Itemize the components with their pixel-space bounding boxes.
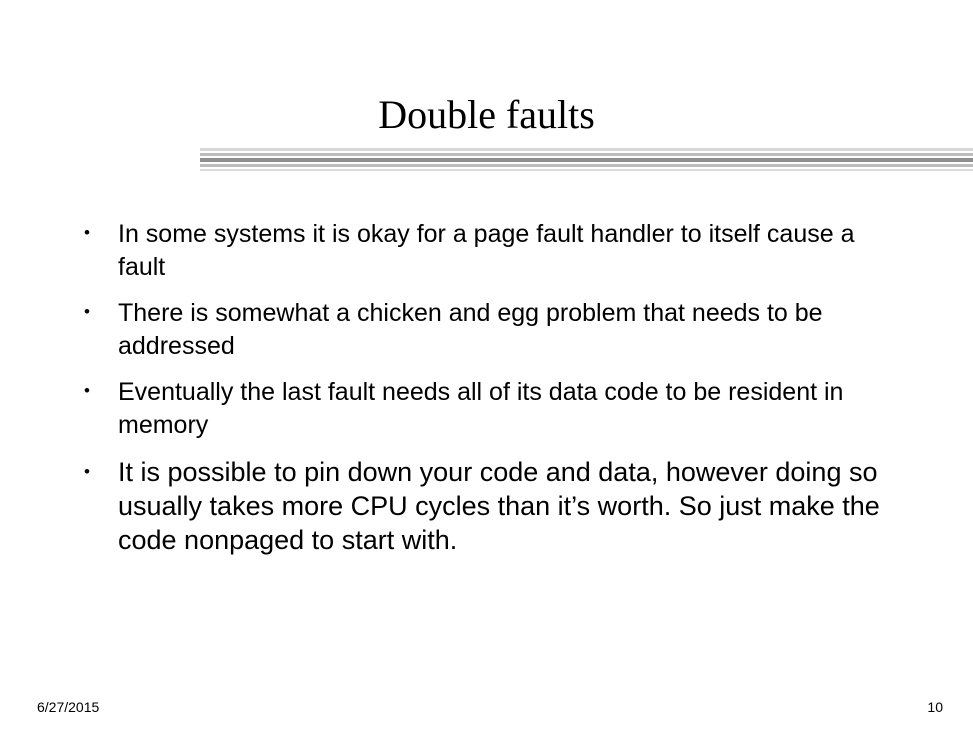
bullet-icon: • — [84, 223, 90, 242]
bullet-list — [0, 218, 973, 570]
bullet-text: Eventually the last fault needs all of its data code to be resident in memory — [118, 378, 844, 439]
title-divider — [200, 148, 973, 172]
list-item — [0, 455, 973, 557]
footer-date: 6/27/2015 — [37, 699, 100, 715]
list-item — [0, 376, 973, 442]
bullet-icon: • — [84, 302, 90, 321]
page-number: 10 — [927, 699, 943, 715]
list-item — [0, 297, 973, 363]
bullet-text: There is somewhat a chicken and egg problem that needs to be addressed — [118, 299, 823, 360]
bullet-text: It is possible to pin down your code and data, however doing so usually takes more CPU cycles than it’s worth. So just make the code nonpaged to start with. — [118, 457, 880, 555]
bullet-icon: • — [84, 381, 90, 400]
slide-title: Double faults — [378, 92, 595, 137]
bullet-text: In some systems it is okay for a page fault handler to itself cause a fault — [118, 220, 855, 281]
bullet-icon: • — [84, 462, 90, 481]
list-item — [0, 218, 973, 284]
